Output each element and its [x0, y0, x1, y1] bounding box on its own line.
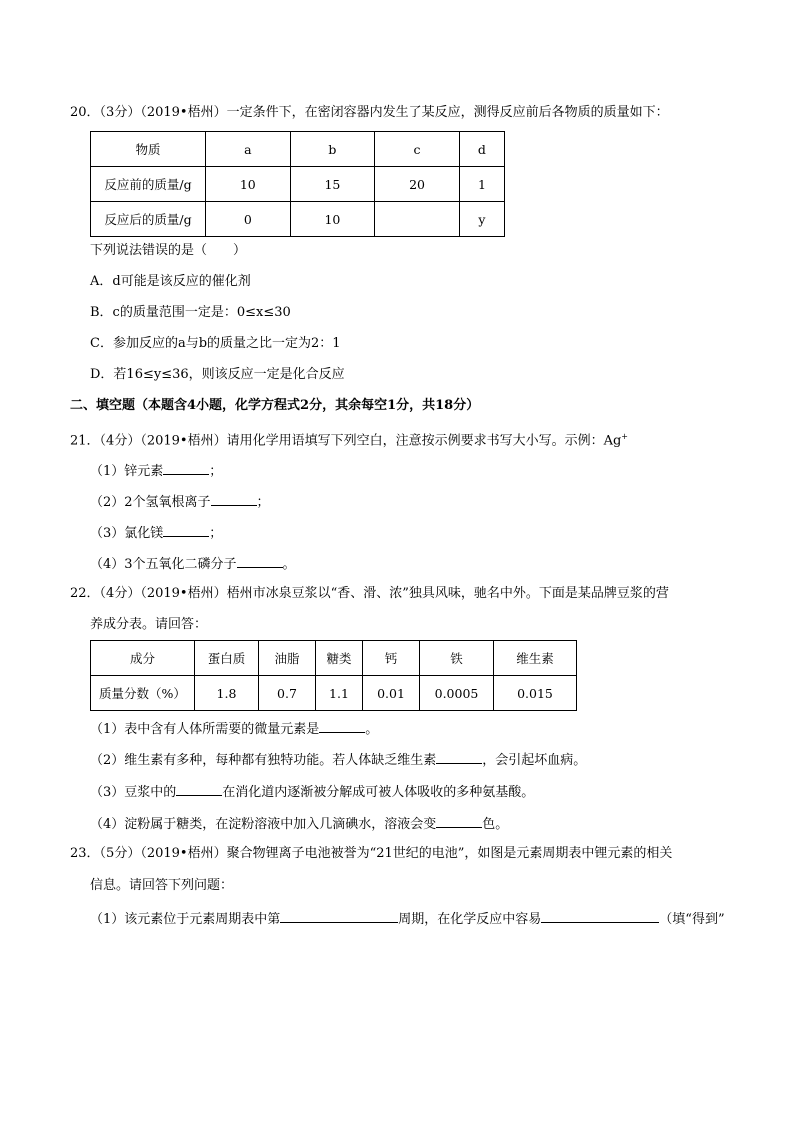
table-cell: 1 — [459, 167, 504, 202]
q21-item-end: ； — [209, 464, 223, 479]
section-heading: 二、填空题（本题含4小题，化学方程式2分，其余每空1分，共18分） — [70, 398, 480, 413]
answer-blank[interactable] — [319, 719, 365, 733]
q22-item-2 — [90, 750, 586, 770]
q22-item-pre: （4）淀粉属于糖类，在淀粉溶液中加入几滴碘水，溶液会变 — [90, 817, 437, 832]
q21-item-3 — [90, 523, 222, 543]
table-cell: 反应后的质量/g — [91, 202, 206, 237]
table-header-cell: 糖类 — [316, 641, 363, 676]
q23-item-mid: 周期，在化学反应中容易 — [398, 912, 542, 927]
table-cell: 1.1 — [316, 676, 363, 711]
table-cell: 1.8 — [195, 676, 259, 711]
q22-item-post: ，会引起坏血病。 — [482, 753, 587, 768]
q21-stem-superscript: + — [621, 432, 628, 441]
answer-blank[interactable] — [176, 782, 222, 796]
q22-item-1 — [90, 719, 378, 739]
table-cell: 0.7 — [259, 676, 316, 711]
table-cell: 10 — [290, 202, 375, 237]
q23-stem-line1: 23．（5分）（2019•梧州）聚合物锂离子电池被誉为“21世纪的电池”，如图是元素周期表中锂元素的相关 — [70, 846, 673, 861]
table-row — [91, 167, 505, 202]
q21-item-end: ； — [256, 495, 270, 510]
q21-item-label: （2）2个氢氧根离子 — [90, 495, 211, 510]
q22-item-post: 在消化道内逐渐被分解成可被人体吸收的多种氨基酸。 — [222, 785, 535, 800]
table-header-cell: 维生素 — [494, 641, 577, 676]
table-header-cell: a — [206, 132, 291, 167]
table-header-row — [91, 132, 505, 167]
q22-stem-line1: 22．（4分）（2019•梧州）梧州市冰泉豆浆以“香、滑、浓”独具风味，驰名中外。下面是某品牌豆浆的营 — [70, 586, 669, 601]
answer-blank[interactable] — [163, 461, 209, 475]
q23-item-pre: （1）该元素位于元素周期表中第 — [90, 912, 281, 927]
table-cell: 20 — [375, 167, 460, 202]
table-row — [91, 202, 505, 237]
q21-item-label: （4）3个五氧化二磷分子 — [90, 557, 237, 572]
table-cell: 15 — [290, 167, 375, 202]
table-row — [91, 676, 577, 711]
q22-item-post: 色。 — [482, 817, 509, 832]
answer-blank[interactable] — [280, 909, 398, 923]
table-header-cell: 油脂 — [259, 641, 316, 676]
q22-item-post: 。 — [365, 722, 379, 737]
q20-question: 下列说法错误的是（ ） — [90, 243, 247, 258]
answer-blank[interactable] — [436, 814, 482, 828]
table-cell: 反应前的质量/g — [91, 167, 206, 202]
q21-item-end: 。 — [282, 557, 296, 572]
q21-item-label: （3）氯化镁 — [90, 526, 164, 541]
q20-option-d: D．若16≤y≤36，则该反应一定是化合反应 — [90, 367, 345, 382]
q22-nutrition-table — [90, 640, 577, 711]
table-cell: 10 — [206, 167, 291, 202]
answer-blank[interactable] — [541, 909, 659, 923]
q22-item-3 — [90, 782, 534, 802]
table-header-cell: 铁 — [420, 641, 494, 676]
answer-blank[interactable] — [237, 554, 283, 568]
q23-stem-line2: 信息。请回答下列问题： — [90, 878, 234, 893]
q21-item-2 — [90, 492, 270, 512]
q21-item-4 — [90, 554, 296, 574]
q21-stem-text: 21．（4分）（2019•梧州）请用化学用语填写下列空白，注意按示例要求书写大小写。示例：Ag — [70, 433, 622, 449]
q20-stem: 20．（3分）（2019•梧州）一定条件下，在密闭容器内发生了某反应，测得反应前后各物质的质量如下： — [70, 105, 669, 120]
q20-mass-table — [90, 131, 505, 237]
q23-item-1 — [90, 909, 725, 929]
q22-stem-line2: 养成分表。请回答： — [90, 617, 208, 632]
table-cell: 质量分数（%） — [91, 676, 195, 711]
table-cell — [375, 202, 460, 237]
q23-item-post: （填“得到” — [659, 912, 725, 927]
table-cell: 0.01 — [363, 676, 420, 711]
table-cell: y — [459, 202, 504, 237]
answer-blank[interactable] — [436, 750, 482, 764]
q21-item-label: （1）锌元素 — [90, 464, 164, 479]
table-header-row — [91, 641, 577, 676]
table-header-cell: 物质 — [91, 132, 206, 167]
table-header-cell: 钙 — [363, 641, 420, 676]
table-cell: 0.015 — [494, 676, 577, 711]
q22-item-pre: （2）维生素有多种，每种都有独特功能。若人体缺乏维生素 — [90, 753, 437, 768]
q21-item-end: ； — [209, 526, 223, 541]
answer-blank[interactable] — [211, 492, 257, 506]
table-header-cell: b — [290, 132, 375, 167]
q20-option-b: B．c的质量范围一定是：0≤x≤30 — [90, 305, 291, 320]
answer-blank[interactable] — [163, 523, 209, 537]
q22-item-pre: （1）表中含有人体所需要的微量元素是 — [90, 722, 320, 737]
table-header-cell: 蛋白质 — [195, 641, 259, 676]
q21-stem — [70, 428, 628, 450]
table-header-cell: d — [459, 132, 504, 167]
q22-item-4 — [90, 814, 508, 834]
q20-option-a: A．d可能是该反应的催化剂 — [90, 274, 251, 289]
table-header-cell: c — [375, 132, 460, 167]
table-header-cell: 成分 — [91, 641, 195, 676]
q22-item-pre: （3）豆浆中的 — [90, 785, 177, 800]
q21-item-1 — [90, 461, 222, 481]
q20-option-c: C．参加反应的a与b的质量之比一定为2：1 — [90, 336, 341, 351]
table-cell: 0 — [206, 202, 291, 237]
table-cell: 0.0005 — [420, 676, 494, 711]
